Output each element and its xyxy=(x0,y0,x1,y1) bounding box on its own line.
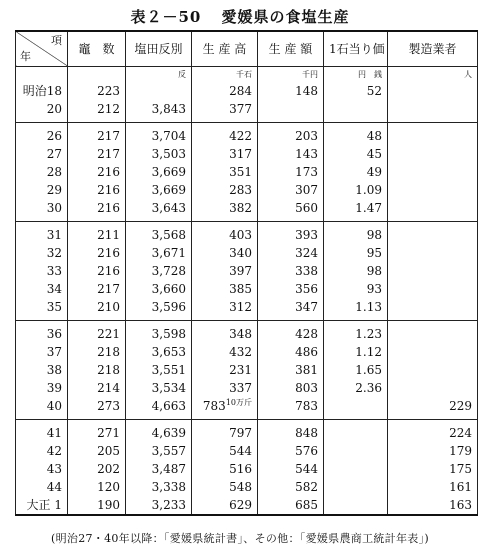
price-cell: 98 xyxy=(324,262,388,280)
table-title-text: 愛媛県の食塩生産 xyxy=(221,8,350,26)
kama-cell: 216 xyxy=(68,181,126,199)
seisangaku-cell: 803 xyxy=(258,379,324,397)
units-row xyxy=(16,67,478,83)
makers-cell: 229 xyxy=(388,397,478,420)
unit-seisangaku: 千円 xyxy=(258,67,324,83)
denbetsu-cell: 3,338 xyxy=(126,478,192,496)
seisangaku-cell: 203 xyxy=(258,123,324,146)
denbetsu-cell: 3,704 xyxy=(126,123,192,146)
table-row xyxy=(16,478,478,496)
table-row xyxy=(16,361,478,379)
seisandaka-cell: 340 xyxy=(192,244,258,262)
seisangaku-cell: 428 xyxy=(258,321,324,344)
makers-cell xyxy=(388,100,478,123)
seisangaku-cell: 783 xyxy=(258,397,324,420)
price-cell xyxy=(324,478,388,496)
year-cell: 大正 1 xyxy=(16,496,68,515)
seisandaka-value: 783 xyxy=(202,399,226,413)
denbetsu-cell: 3,487 xyxy=(126,460,192,478)
denbetsu-cell: 3,660 xyxy=(126,280,192,298)
year-cell: 32 xyxy=(16,244,68,262)
seisangaku-cell: 324 xyxy=(258,244,324,262)
seisangaku-cell: 685 xyxy=(258,496,324,515)
year-cell: 40 xyxy=(16,397,68,420)
col-header-seisangaku: 生 産 額 xyxy=(258,31,324,67)
kama-cell: 216 xyxy=(68,163,126,181)
makers-cell xyxy=(388,123,478,146)
seisangaku-cell: 544 xyxy=(258,460,324,478)
salt-production-table xyxy=(15,30,478,516)
seisangaku-cell: 582 xyxy=(258,478,324,496)
table-row xyxy=(16,321,478,344)
seisandaka-cell: 797 xyxy=(192,420,258,443)
kama-cell: 202 xyxy=(68,460,126,478)
kama-cell: 210 xyxy=(68,298,126,321)
seisangaku-cell: 381 xyxy=(258,361,324,379)
corner-item-label: 項 xyxy=(51,34,62,47)
seisandaka-cell: 284 xyxy=(192,82,258,100)
header-row xyxy=(16,31,478,67)
table-row xyxy=(16,123,478,146)
seisangaku-cell: 576 xyxy=(258,442,324,460)
denbetsu-cell: 4,639 xyxy=(126,420,192,443)
kama-cell: 212 xyxy=(68,100,126,123)
table-row xyxy=(16,100,478,123)
kama-cell: 214 xyxy=(68,379,126,397)
denbetsu-cell: 3,534 xyxy=(126,379,192,397)
col-header-kama: 竈 数 xyxy=(68,31,126,67)
price-cell: 95 xyxy=(324,244,388,262)
year-cell: 30 xyxy=(16,199,68,222)
seisandaka-cell xyxy=(192,397,258,420)
table-row xyxy=(16,442,478,460)
unit-seisandaka: 千石 xyxy=(192,67,258,83)
denbetsu-cell: 3,643 xyxy=(126,199,192,222)
corner-header xyxy=(16,31,68,67)
kama-cell: 216 xyxy=(68,262,126,280)
seisandaka-cell: 377 xyxy=(192,100,258,123)
price-cell: 2.36 xyxy=(324,379,388,397)
seisandaka-unit-note: 10万斤 xyxy=(225,398,252,407)
makers-cell: 224 xyxy=(388,420,478,443)
price-cell: 48 xyxy=(324,123,388,146)
seisangaku-cell: 143 xyxy=(258,145,324,163)
price-cell: 52 xyxy=(324,82,388,100)
year-cell: 26 xyxy=(16,123,68,146)
table-row xyxy=(16,379,478,397)
makers-cell: 175 xyxy=(388,460,478,478)
makers-cell xyxy=(388,321,478,344)
seisandaka-cell: 422 xyxy=(192,123,258,146)
makers-cell xyxy=(388,280,478,298)
table-row xyxy=(16,343,478,361)
year-cell: 38 xyxy=(16,361,68,379)
year-cell: 明治18 xyxy=(16,82,68,100)
table-row xyxy=(16,222,478,245)
year-cell: 31 xyxy=(16,222,68,245)
year-cell: 39 xyxy=(16,379,68,397)
makers-cell: 161 xyxy=(388,478,478,496)
col-header-seisandaka: 生 産 高 xyxy=(192,31,258,67)
price-cell: 1.65 xyxy=(324,361,388,379)
seisandaka-cell: 382 xyxy=(192,199,258,222)
kama-cell: 218 xyxy=(68,361,126,379)
source-note: (明治27・40年以降：「愛媛県統計書」、その他：「愛媛県農商工統計年表」) xyxy=(51,532,429,545)
table-row xyxy=(16,145,478,163)
seisandaka-cell: 317 xyxy=(192,145,258,163)
table-row xyxy=(16,298,478,321)
unit-makers: 人 xyxy=(388,67,478,83)
seisangaku-cell: 173 xyxy=(258,163,324,181)
denbetsu-cell: 3,551 xyxy=(126,361,192,379)
kama-cell: 190 xyxy=(68,496,126,515)
makers-cell xyxy=(388,199,478,222)
kama-cell: 217 xyxy=(68,280,126,298)
seisandaka-cell: 385 xyxy=(192,280,258,298)
seisandaka-cell: 432 xyxy=(192,343,258,361)
table-row xyxy=(16,163,478,181)
table-title xyxy=(0,6,480,27)
denbetsu-cell: 3,669 xyxy=(126,181,192,199)
price-cell: 49 xyxy=(324,163,388,181)
year-cell: 43 xyxy=(16,460,68,478)
price-cell xyxy=(324,420,388,443)
seisangaku-cell: 560 xyxy=(258,199,324,222)
year-cell: 28 xyxy=(16,163,68,181)
denbetsu-cell: 3,598 xyxy=(126,321,192,344)
seisangaku-cell: 486 xyxy=(258,343,324,361)
makers-cell xyxy=(388,145,478,163)
denbetsu-cell: 3,503 xyxy=(126,145,192,163)
makers-cell xyxy=(388,379,478,397)
makers-cell xyxy=(388,82,478,100)
seisandaka-cell: 544 xyxy=(192,442,258,460)
makers-cell: 179 xyxy=(388,442,478,460)
denbetsu-cell: 3,671 xyxy=(126,244,192,262)
year-cell: 34 xyxy=(16,280,68,298)
table-row xyxy=(16,82,478,100)
seisandaka-cell: 231 xyxy=(192,361,258,379)
seisandaka-cell: 403 xyxy=(192,222,258,245)
makers-cell xyxy=(388,244,478,262)
seisandaka-cell: 312 xyxy=(192,298,258,321)
year-cell: 37 xyxy=(16,343,68,361)
col-header-denbetsu: 塩田反別 xyxy=(126,31,192,67)
price-cell: 93 xyxy=(324,280,388,298)
denbetsu-cell: 3,568 xyxy=(126,222,192,245)
seisangaku-cell: 338 xyxy=(258,262,324,280)
price-cell xyxy=(324,100,388,123)
year-cell: 36 xyxy=(16,321,68,344)
denbetsu-cell: 3,728 xyxy=(126,262,192,280)
seisandaka-cell: 348 xyxy=(192,321,258,344)
seisandaka-cell: 516 xyxy=(192,460,258,478)
unit-denbetsu: 反 xyxy=(126,67,192,83)
price-cell: 1.09 xyxy=(324,181,388,199)
seisandaka-cell: 351 xyxy=(192,163,258,181)
corner-year-label: 年 xyxy=(20,50,31,63)
denbetsu-cell xyxy=(126,82,192,100)
denbetsu-cell: 3,557 xyxy=(126,442,192,460)
year-cell: 27 xyxy=(16,145,68,163)
makers-cell xyxy=(388,343,478,361)
kama-cell: 271 xyxy=(68,420,126,443)
year-cell: 42 xyxy=(16,442,68,460)
seisangaku-cell: 356 xyxy=(258,280,324,298)
seisangaku-cell: 307 xyxy=(258,181,324,199)
kama-cell: 216 xyxy=(68,199,126,222)
kama-cell: 217 xyxy=(68,145,126,163)
table-row xyxy=(16,420,478,443)
denbetsu-cell: 3,653 xyxy=(126,343,192,361)
seisandaka-cell: 629 xyxy=(192,496,258,515)
denbetsu-cell: 4,663 xyxy=(126,397,192,420)
table-row xyxy=(16,262,478,280)
price-cell xyxy=(324,397,388,420)
seisandaka-cell: 397 xyxy=(192,262,258,280)
year-cell: 44 xyxy=(16,478,68,496)
kama-cell: 205 xyxy=(68,442,126,460)
table-row xyxy=(16,244,478,262)
table-row xyxy=(16,181,478,199)
kama-cell: 217 xyxy=(68,123,126,146)
makers-cell xyxy=(388,298,478,321)
kama-cell: 221 xyxy=(68,321,126,344)
seisangaku-cell xyxy=(258,100,324,123)
makers-cell xyxy=(388,361,478,379)
year-cell: 29 xyxy=(16,181,68,199)
kama-cell: 120 xyxy=(68,478,126,496)
price-cell xyxy=(324,496,388,515)
denbetsu-cell: 3,843 xyxy=(126,100,192,123)
kama-cell: 211 xyxy=(68,222,126,245)
table-row xyxy=(16,496,478,515)
seisangaku-cell: 148 xyxy=(258,82,324,100)
table-row xyxy=(16,397,478,420)
table-row xyxy=(16,199,478,222)
seisandaka-cell: 548 xyxy=(192,478,258,496)
kama-cell: 273 xyxy=(68,397,126,420)
year-cell: 33 xyxy=(16,262,68,280)
seisangaku-cell: 347 xyxy=(258,298,324,321)
year-cell: 35 xyxy=(16,298,68,321)
price-cell: 1.47 xyxy=(324,199,388,222)
seisangaku-cell: 848 xyxy=(258,420,324,443)
year-cell: 20 xyxy=(16,100,68,123)
seisandaka-cell: 337 xyxy=(192,379,258,397)
seisangaku-cell: 393 xyxy=(258,222,324,245)
year-cell: 41 xyxy=(16,420,68,443)
price-cell: 1.13 xyxy=(324,298,388,321)
price-cell xyxy=(324,460,388,478)
makers-cell xyxy=(388,262,478,280)
unit-price: 円 銭 xyxy=(324,67,388,83)
kama-cell: 218 xyxy=(68,343,126,361)
denbetsu-cell: 3,596 xyxy=(126,298,192,321)
makers-cell xyxy=(388,222,478,245)
makers-cell: 163 xyxy=(388,496,478,515)
table-row xyxy=(16,280,478,298)
price-cell: 45 xyxy=(324,145,388,163)
seisandaka-cell: 283 xyxy=(192,181,258,199)
col-header-price: 1石当り価 xyxy=(324,31,388,67)
price-cell xyxy=(324,442,388,460)
price-cell: 1.23 xyxy=(324,321,388,344)
kama-cell: 216 xyxy=(68,244,126,262)
price-cell: 98 xyxy=(324,222,388,245)
table-number: 表２－50 xyxy=(130,8,202,26)
denbetsu-cell: 3,233 xyxy=(126,496,192,515)
makers-cell xyxy=(388,163,478,181)
table-row xyxy=(16,460,478,478)
col-header-makers: 製造業者 xyxy=(388,31,478,67)
denbetsu-cell: 3,669 xyxy=(126,163,192,181)
price-cell: 1.12 xyxy=(324,343,388,361)
makers-cell xyxy=(388,181,478,199)
kama-cell: 223 xyxy=(68,82,126,100)
